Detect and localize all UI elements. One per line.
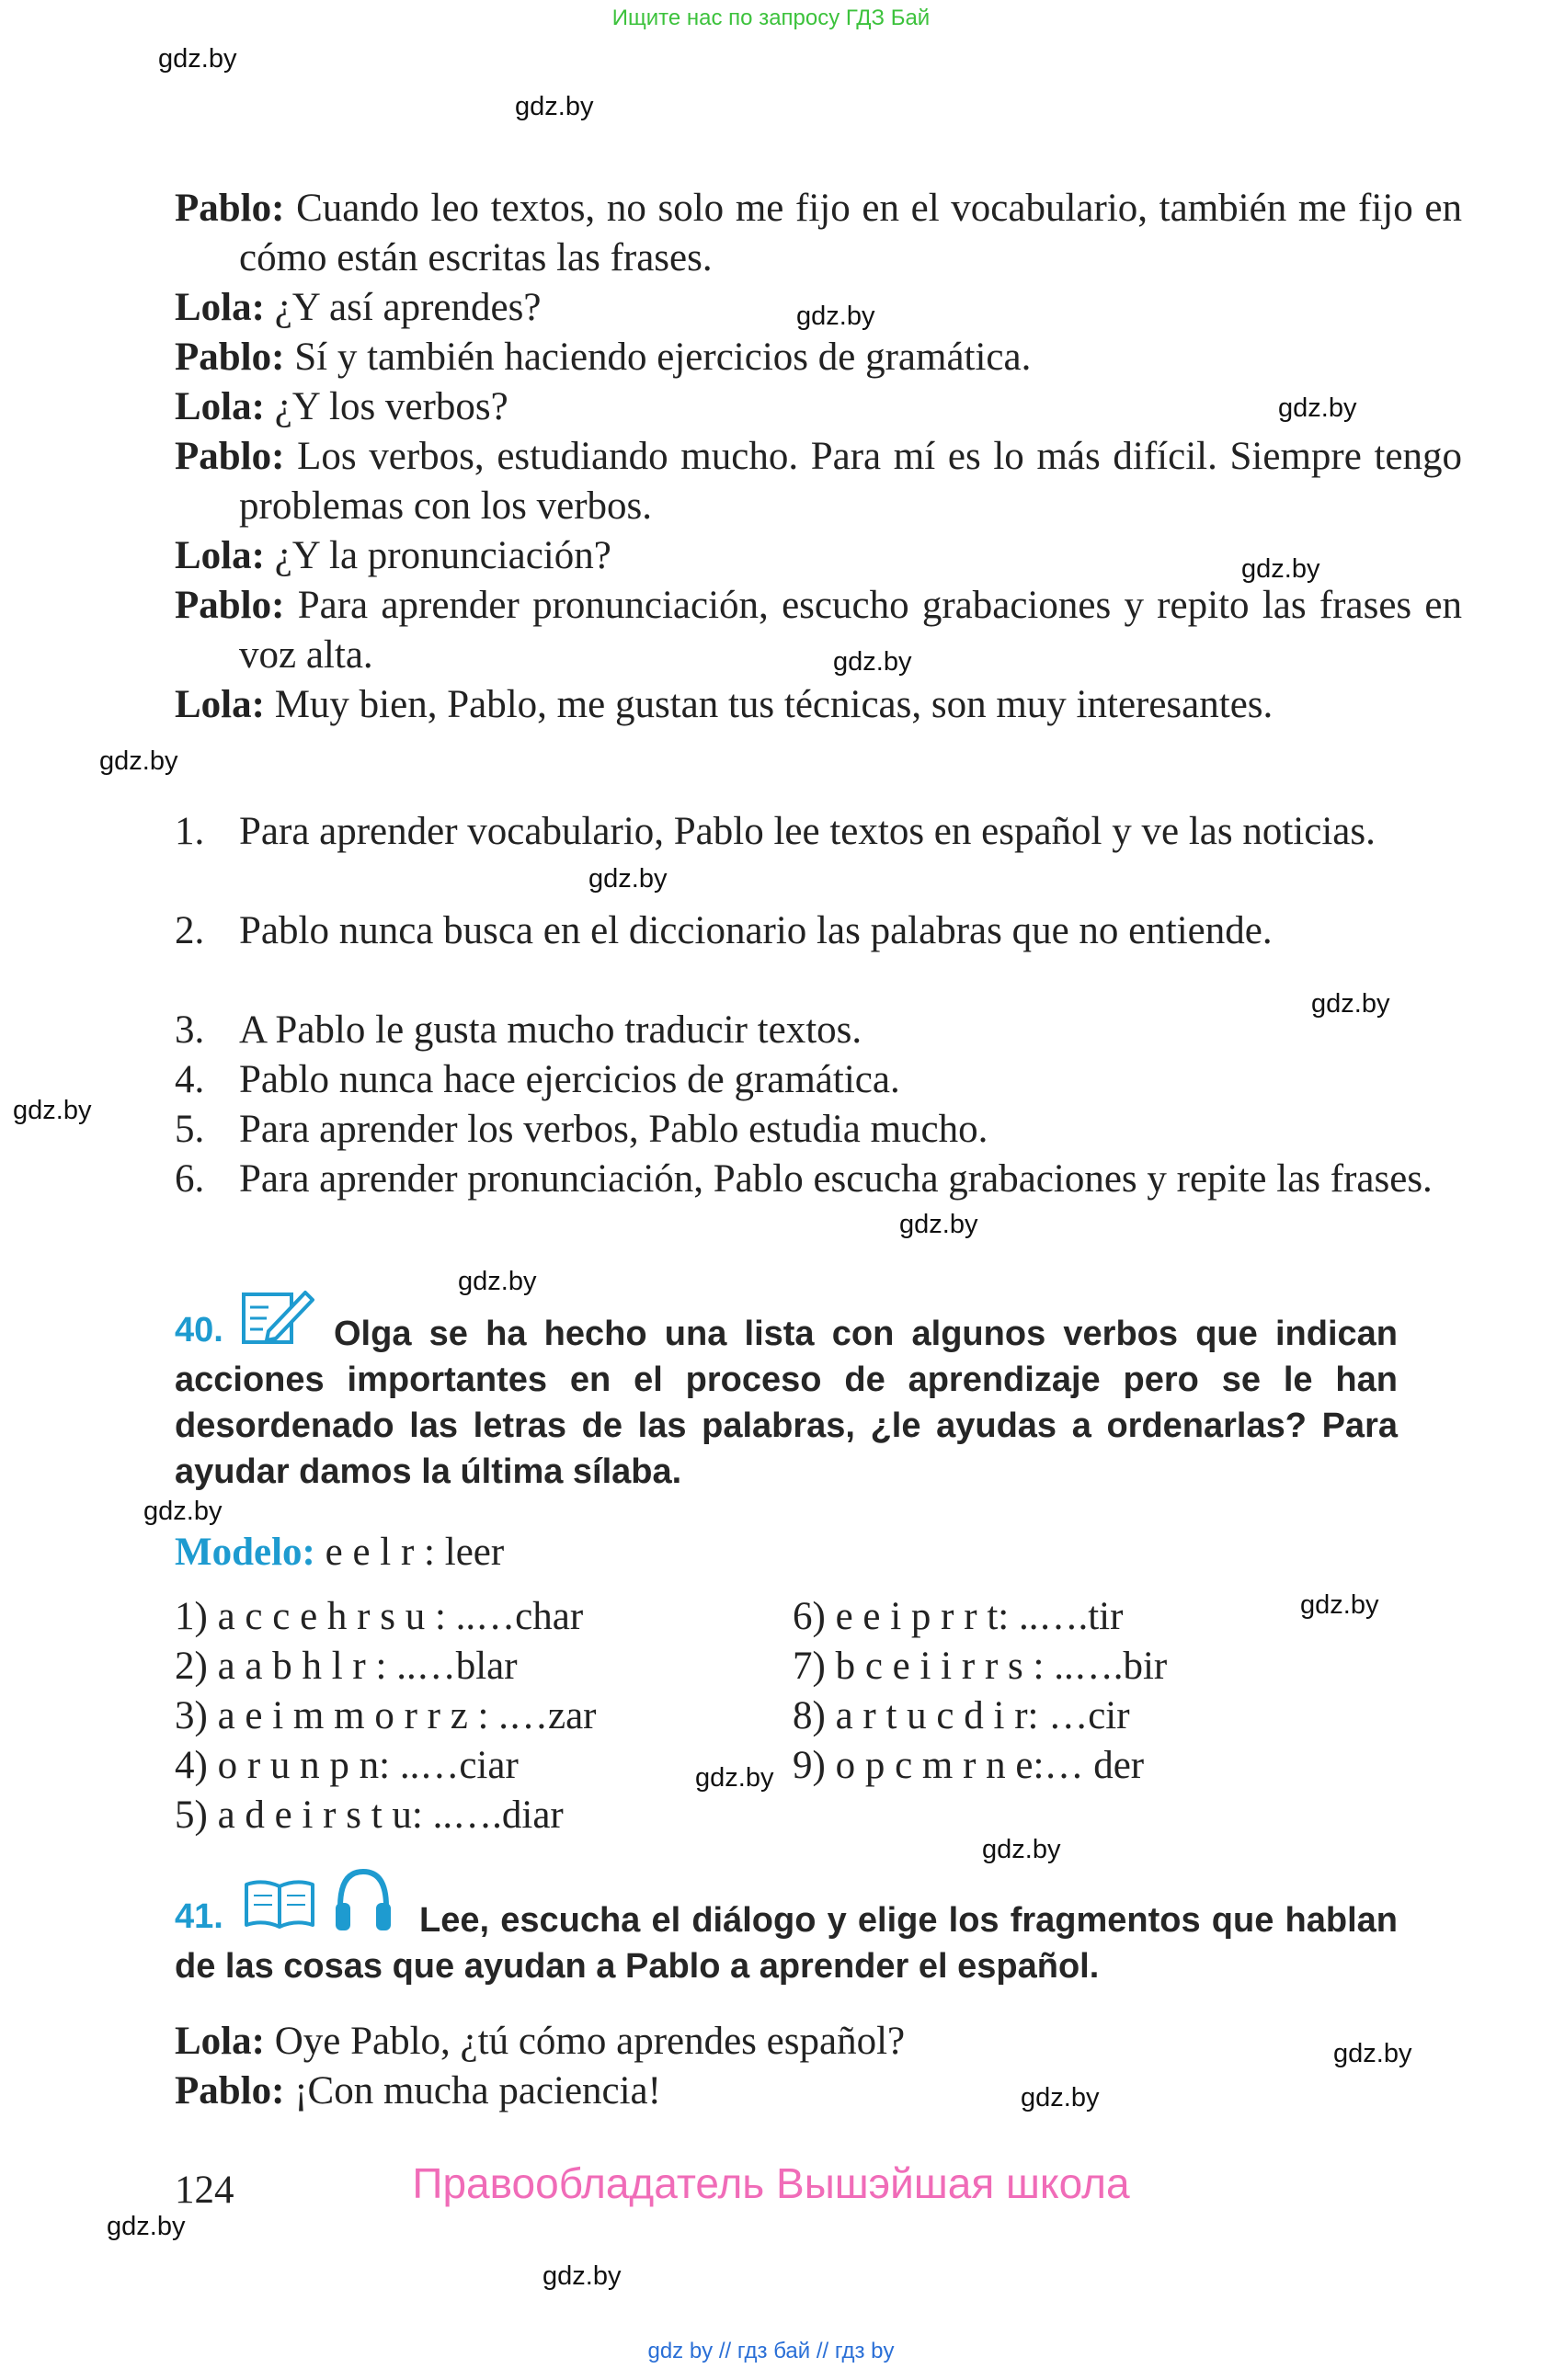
speaker: Lola: [175,286,265,329]
watermark: gdz.by [899,1210,978,1239]
watermark: gdz.by [588,864,668,894]
copyright-owner: Правообладатель Вышэйшая школа [412,2159,1130,2207]
watermark: gdz.by [1333,2039,1412,2068]
speaker: Pablo: [175,435,285,478]
exercise-item: 4) o r u n p n: ..…ciar [175,1744,519,1787]
speaker: Lola: [175,534,265,577]
watermark: gdz.by [107,2212,186,2241]
watermark: gdz.by [158,44,237,74]
footer-links: gdz by // гдз бай // гдз by [647,2339,895,2363]
statement-text: A Pablo le gusta mucho traducir textos. [239,1008,862,1052]
top-banner: Ищите нас по запросу ГДЗ Бай [611,6,931,30]
watermark: gdz.by [1021,2083,1100,2112]
task-number: 41. [175,1897,223,1936]
line-text: ¿Y la pronunciación? [264,534,611,577]
watermark: gdz.by [695,1763,774,1793]
speaker: Pablo: [175,336,285,379]
statement-text: Para aprender pronunciación, Pablo escucha grabaciones y repite las frases. [239,1157,1433,1201]
dialogue-line [175,531,1462,581]
statement-item [175,906,1462,956]
statement-number: 1. [175,810,205,853]
dialogue-line [175,184,1462,283]
line-text: Muy bien, Pablo, me gustan tus técnicas, son muy interesantes. [264,683,1274,726]
line-text: ¡Con mucha paciencia! [284,2069,661,2112]
task-instruction: Olga se ha hecho una lista con algunos verbos que indican acciones importantes en el proceso de aprendizaje pero se le han desordenado las letras de las palabras, ¿le ayudas a ordenarlas? Para ayudar damos la última sílaba. [175,1315,1398,1491]
exercise-item: 1) a c c e h r s u : ..…char [175,1595,584,1638]
dialogue-line [175,2067,1462,2116]
statement-number: 3. [175,1008,205,1052]
statement-text: Pablo nunca busca en el diccionario las palabras que no entiende. [239,909,1273,952]
exercise-item: 7) b c e i i r r s : ..….bir [793,1645,1168,1688]
speaker: Pablo: [175,584,285,627]
watermark: gdz.by [99,746,178,776]
line-text: ¿Y así aprendes? [264,286,542,329]
watermark: gdz.by [13,1096,92,1125]
statement-item [175,1006,1462,1055]
statement-text: Pablo nunca hace ejercicios de gramática. [239,1058,900,1101]
dialogue-line [175,581,1462,680]
watermark: gdz.by [515,92,594,121]
exercise-item: 3) a e i m m o r r z : .…zar [175,1694,597,1737]
statement-number: 6. [175,1157,205,1201]
modelo-line [175,1530,504,1575]
speaker: Pablo: [175,187,285,230]
task-number: 40. [175,1311,223,1349]
task-instruction: Lee, escucha el diálogo y elige los fragmentos que hablan de las cosas que ayudan a Pablo a aprender el español. [175,1901,1398,1986]
line-text: Para aprender pronunciación, escucho grabaciones y repito las frases en voz alta. [239,584,1462,677]
watermark: gdz.by [833,647,912,677]
dialogue-line [175,2017,1462,2067]
statement-number: 5. [175,1108,205,1151]
line-text: Oye Pablo, ¿tú cómo aprendes español? [264,2020,906,2063]
watermark: gdz.by [1278,393,1357,423]
exercise-item: 6) e e i p r r t: ..….tir [793,1595,1124,1638]
line-text: Sí y también haciendo ejercicios de gramática. [284,336,1032,379]
watermark: gdz.by [1311,989,1390,1019]
exercise-item: 5) a d e i r s t u: ..….diar [175,1794,564,1837]
dialogue-line [175,432,1462,531]
exercise-item: 8) a r t u c d i r: …cir [793,1694,1130,1737]
exercise-item: 2) a a b h l r : ..…blar [175,1645,518,1688]
statement-text: Para aprender vocabulario, Pablo lee textos en español y ve las noticias. [239,810,1376,853]
dialogue-line [175,680,1462,730]
watermark: gdz.by [458,1267,537,1296]
statement-item [175,1055,1462,1105]
speaker: Lola: [175,2020,265,2063]
watermark: gdz.by [1300,1590,1379,1620]
modelo-label: Modelo: [175,1531,315,1574]
speaker: Pablo: [175,2069,285,2112]
speaker: Lola: [175,683,265,726]
statement-item [175,807,1462,857]
dialogue-line [175,333,1462,382]
statement-number: 2. [175,909,205,952]
line-text: ¿Y los verbos? [264,385,508,428]
watermark: gdz.by [143,1497,223,1526]
speaker: Lola: [175,385,265,428]
dialogue-line [175,283,1462,333]
modelo-text: e e l r : leer [314,1531,505,1574]
dialogue-line [175,382,1462,432]
line-text: Los verbos, estudiando mucho. Para mí es lo más difícil. Siempre tengo problemas con los verbos. [239,435,1462,528]
watermark: gdz.by [796,302,875,331]
watermark: gdz.by [1241,554,1320,584]
exercise-item: 9) o p c m r n e:… der [793,1744,1145,1787]
line-text: Cuando leo textos, no solo me fijo en el vocabulario, también me fijo en cómo están escritas las frases. [239,187,1462,279]
statement-item [175,1105,1462,1155]
watermark: gdz.by [982,1835,1061,1864]
statement-text: Para aprender los verbos, Pablo estudia mucho. [239,1108,988,1151]
statement-number: 4. [175,1058,205,1101]
page-number: 124 [175,2169,234,2212]
statement-item [175,1155,1462,1204]
watermark: gdz.by [543,2261,622,2291]
